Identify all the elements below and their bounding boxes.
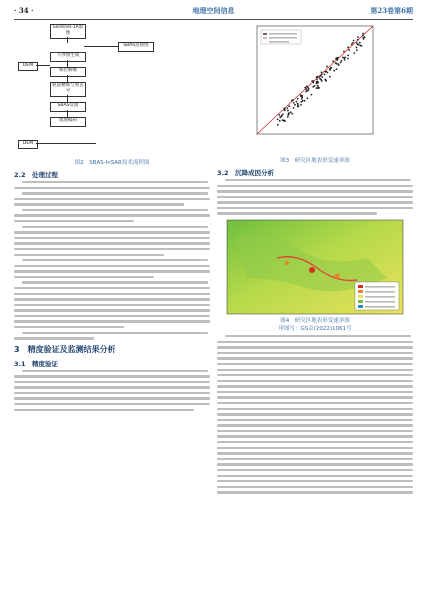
flow-arrow xyxy=(36,143,96,144)
section-3-1-body xyxy=(14,370,210,411)
scatter-point xyxy=(297,98,299,100)
scatter-point xyxy=(356,47,358,49)
scatter-point xyxy=(287,107,289,109)
flow-arrow xyxy=(67,60,68,67)
scatter-point xyxy=(314,85,316,87)
flow-box-inversion: SBAS反演 xyxy=(50,102,86,112)
scatter-point xyxy=(278,114,280,116)
scatter-point xyxy=(316,81,318,83)
scatter-point xyxy=(317,85,319,87)
scatter-point xyxy=(329,76,331,78)
scatter-point xyxy=(316,78,318,80)
flow-box-interferogram: 干涉图生成 xyxy=(50,52,86,62)
scatter-point xyxy=(312,86,314,88)
scatter-point xyxy=(326,66,328,68)
scatter-point xyxy=(279,117,281,119)
scatter-point xyxy=(316,87,318,89)
scatter-point xyxy=(325,80,327,82)
scatter-point xyxy=(342,57,344,59)
scatter-point xyxy=(288,112,290,114)
scatter-point xyxy=(341,60,343,62)
scatter-point xyxy=(348,49,350,51)
flow-arrow xyxy=(67,75,68,82)
scatter-point xyxy=(340,62,342,64)
scatter-point xyxy=(335,62,337,64)
scatter-point xyxy=(288,105,290,107)
scatter-point xyxy=(318,87,320,89)
scatter-point xyxy=(321,76,323,78)
section-3-2-body-b xyxy=(217,335,413,494)
scatter-point xyxy=(301,98,303,100)
scatter-point xyxy=(351,44,353,46)
flow-box-sentinel: Sentinel-1A影像 xyxy=(50,24,86,39)
figure-2-flowchart xyxy=(14,22,210,158)
scatter-point xyxy=(300,101,302,103)
scatter-point xyxy=(307,97,309,99)
scatter-point xyxy=(294,104,296,106)
scatter-point xyxy=(287,110,289,112)
page-number: · 34 · xyxy=(14,6,34,15)
page-header xyxy=(14,6,413,18)
scatter-point xyxy=(321,80,323,82)
scatter-point xyxy=(277,124,279,126)
scatter-point xyxy=(329,69,331,71)
scatter-point xyxy=(338,64,340,66)
scatter-point xyxy=(296,101,298,103)
scatter-point xyxy=(320,75,322,77)
scatter-point xyxy=(284,110,286,112)
scatter-point xyxy=(347,55,349,57)
section-3-1-heading: 3.1 精度验证 xyxy=(14,359,59,368)
scatter-point xyxy=(306,85,308,87)
scatter-point xyxy=(344,59,346,61)
scatter-point xyxy=(321,71,323,73)
section-2-2-heading: 2.2 处理过程 xyxy=(14,171,59,179)
scatter-point xyxy=(311,80,313,82)
flow-box-refinement: 轨道精炼与重去平 xyxy=(50,82,86,97)
scatter-point xyxy=(335,58,337,60)
scatter-point xyxy=(279,120,281,122)
flow-arrow xyxy=(36,65,50,66)
scatter-point xyxy=(307,87,309,89)
journal-name: 地理空间信息 xyxy=(192,6,235,15)
scatter-point xyxy=(316,83,318,85)
header-rule xyxy=(14,19,413,20)
scatter-point xyxy=(311,94,313,96)
scatter-point xyxy=(300,104,302,106)
flow-box-dem-2: DEM xyxy=(18,140,38,149)
scatter-point xyxy=(347,58,349,60)
figure-4-caption: 图4 研究区地表形变速率图 xyxy=(280,318,350,325)
left-column xyxy=(14,22,210,414)
scatter-point xyxy=(357,39,359,41)
scatter-point xyxy=(293,102,295,104)
scatter-point xyxy=(352,42,354,44)
scatter-point xyxy=(332,60,334,62)
scatter-point xyxy=(357,36,359,38)
scatter-point xyxy=(330,67,332,69)
scatter-point xyxy=(277,119,279,121)
section-3-2-heading: 3.2 沉降成因分析 xyxy=(217,169,275,177)
scatter-point xyxy=(290,111,292,113)
flow-arrow xyxy=(67,95,68,102)
scatter-point xyxy=(359,42,361,44)
issue-label: 第23卷第6期 xyxy=(370,6,413,15)
scatter-point xyxy=(291,113,293,115)
scatter-point xyxy=(297,103,299,105)
scatter-point xyxy=(362,35,364,37)
scatter-point xyxy=(306,89,308,91)
section-3-heading: 3 精度验证及监测结果分析 xyxy=(14,344,116,354)
scatter-point xyxy=(353,40,355,42)
figure-4-map xyxy=(217,218,413,316)
scatter-point xyxy=(319,78,321,80)
right-column xyxy=(217,22,413,497)
scatter-point xyxy=(362,33,364,35)
scatter-point xyxy=(291,100,293,102)
figure-3-scatter xyxy=(217,22,413,150)
flow-box-sbas-graph: SBAS连接图 xyxy=(118,42,154,52)
figure-4-subcaption: 审图号：GS京(2022)1061号 xyxy=(278,326,352,333)
scatter-point xyxy=(297,106,299,108)
flow-arrow xyxy=(67,37,68,43)
scatter-point xyxy=(301,95,303,97)
flow-box-unwrapping: 相位解缠 xyxy=(50,67,86,77)
scatter-point xyxy=(316,76,318,78)
flow-arrow xyxy=(67,110,68,117)
scatter-point xyxy=(360,45,362,47)
scatter-point xyxy=(336,68,338,70)
section-3-2-body-a xyxy=(217,179,413,215)
flow-arrow xyxy=(84,46,118,47)
figure-2-caption: 图2 SBAS-InSAR技术流程图 xyxy=(74,160,150,166)
scatter-point xyxy=(337,57,339,59)
scatter-point xyxy=(313,82,315,84)
scatter-point xyxy=(363,38,365,40)
scatter-point xyxy=(353,52,355,54)
scatter-point xyxy=(321,74,323,76)
figure-3-caption: 图3 研究区地表形变速率图 xyxy=(280,158,350,164)
flow-box-dem-1: DEM xyxy=(18,62,38,71)
scatter-point xyxy=(333,70,335,72)
scatter-point xyxy=(281,115,283,117)
scatter-point xyxy=(343,51,345,53)
scatter-point xyxy=(324,71,326,73)
scatter-point xyxy=(356,49,358,51)
scatter-point xyxy=(347,46,349,48)
scatter-point xyxy=(282,119,284,121)
flow-box-geocoding: 地理编码 xyxy=(50,117,86,127)
scatter-point xyxy=(324,74,326,76)
scatter-point xyxy=(357,43,359,45)
scatter-point xyxy=(287,116,289,118)
scatter-point xyxy=(317,82,319,84)
scatter-point xyxy=(293,107,295,109)
section-2-2-body xyxy=(14,181,210,340)
scatter-point xyxy=(304,100,306,102)
